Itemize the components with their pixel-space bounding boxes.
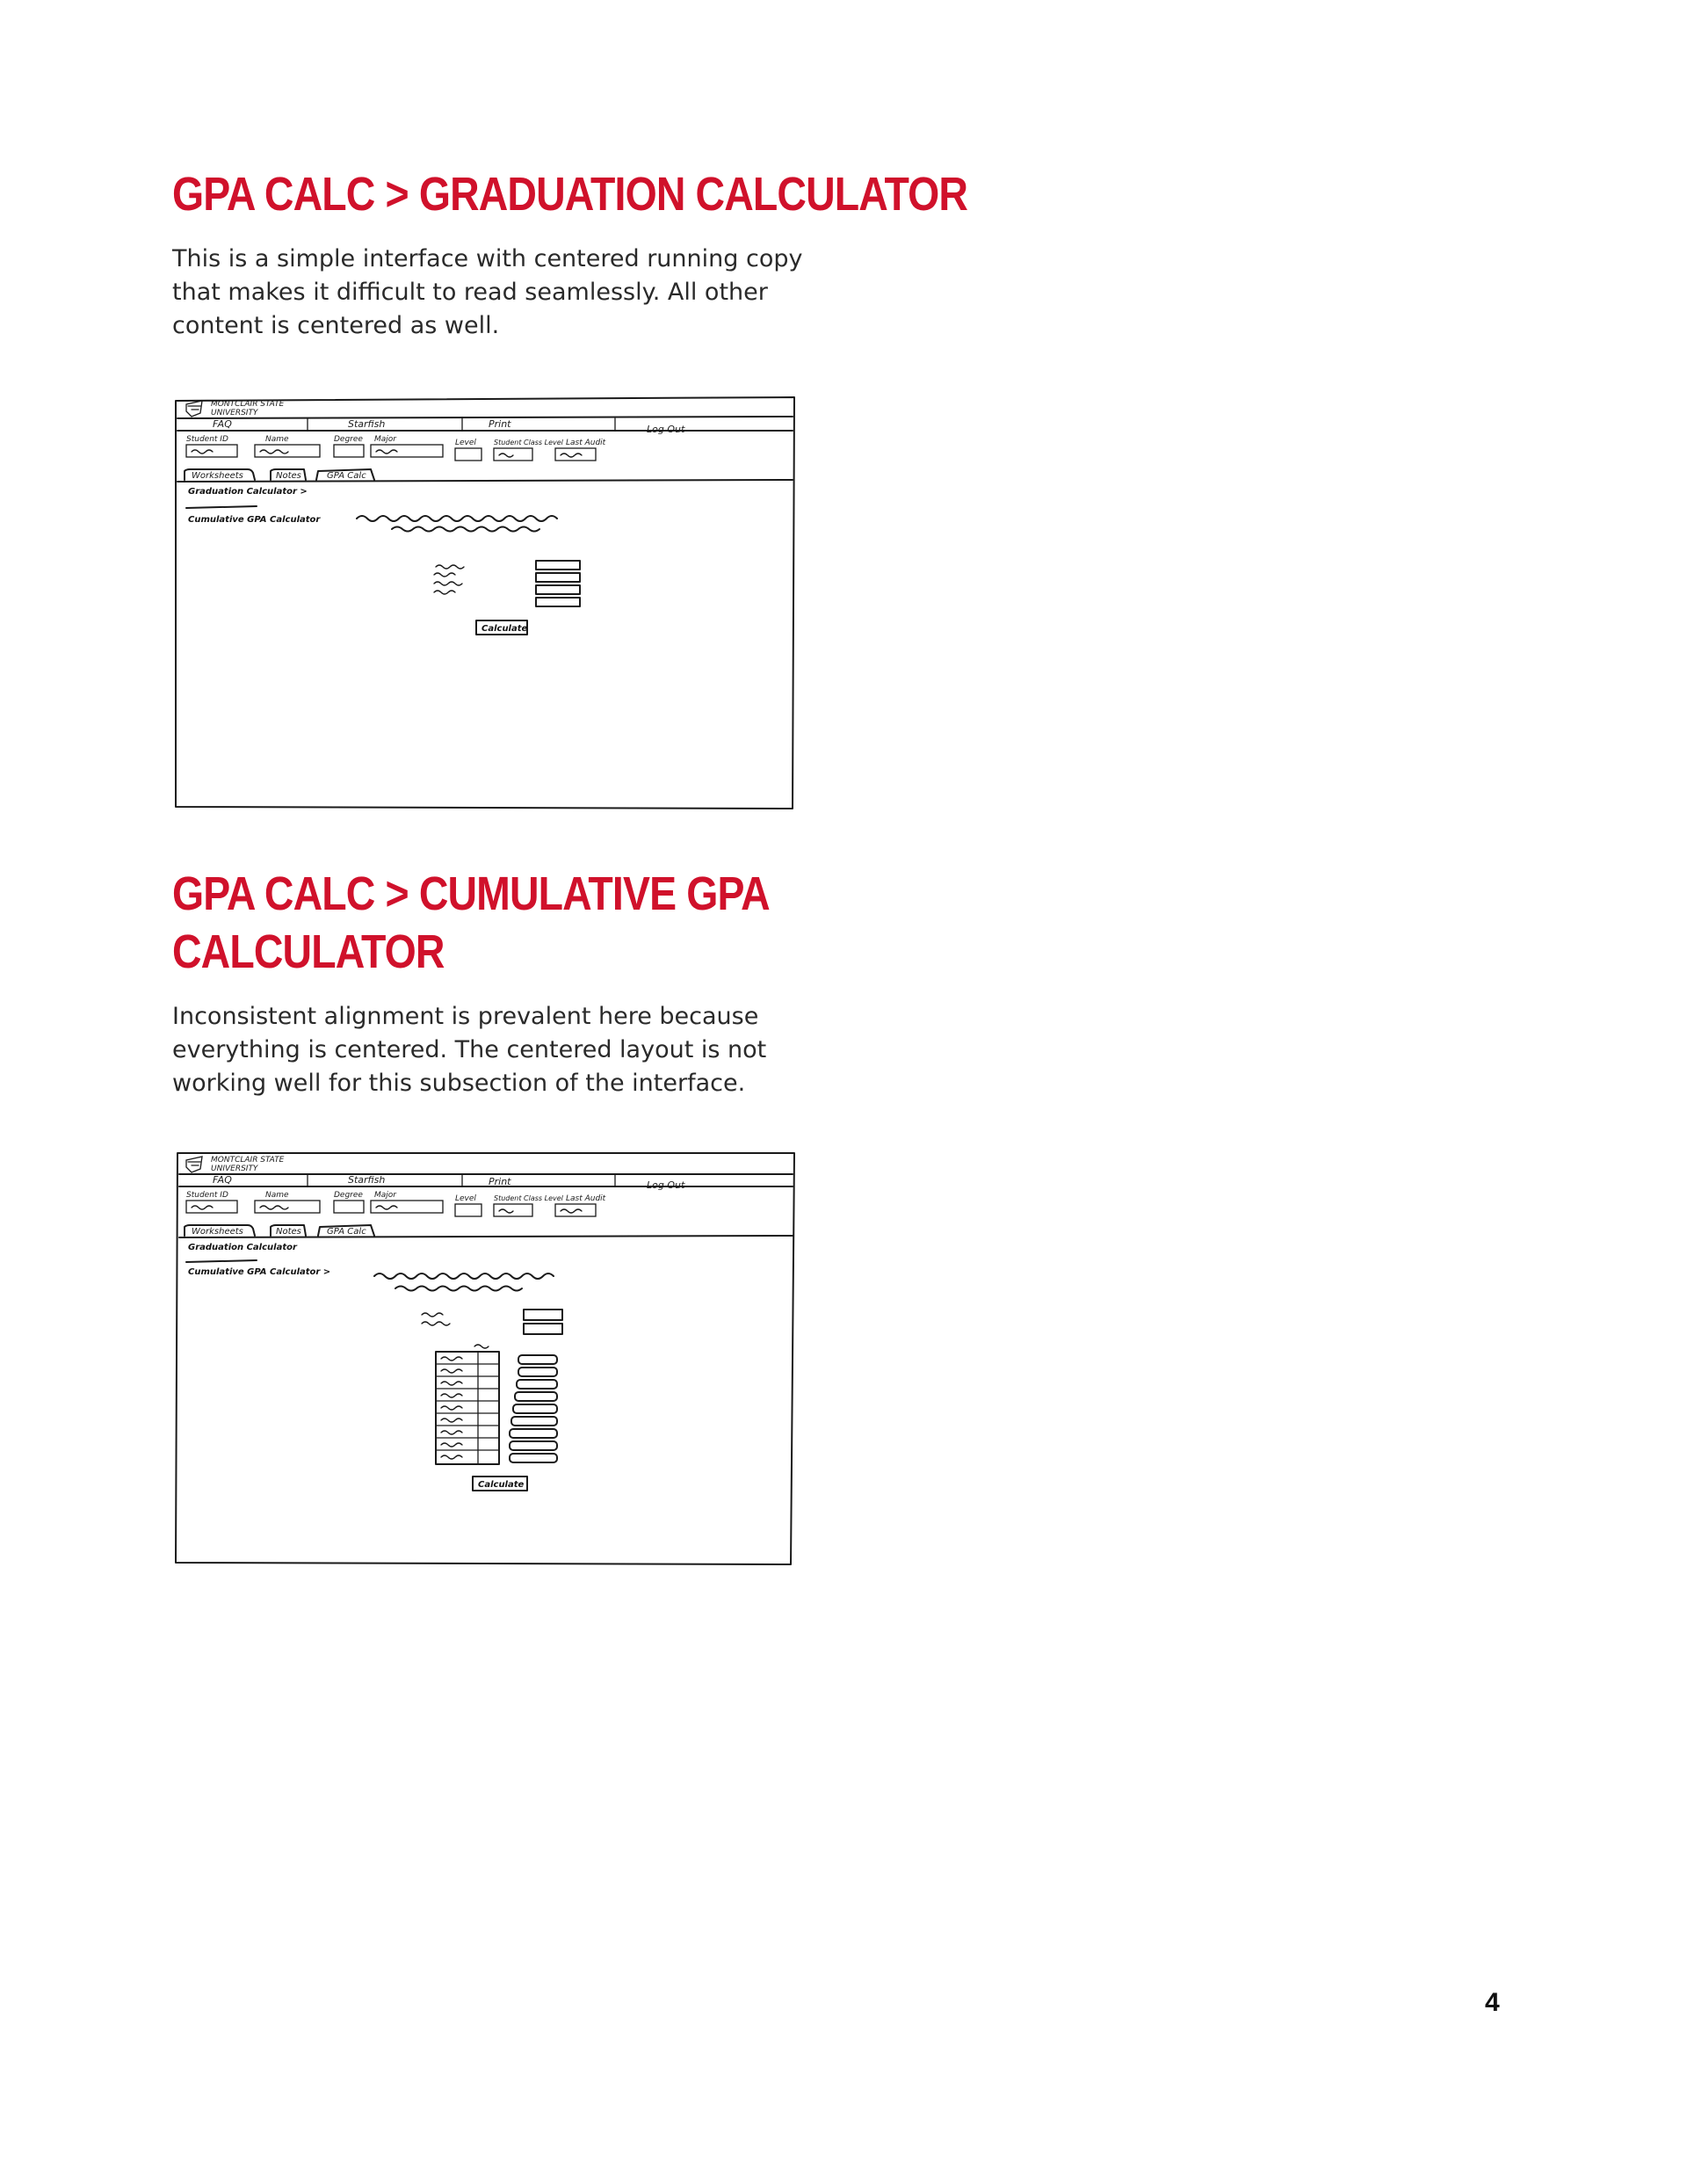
logo-text: UNIVERSITY — [211, 1165, 258, 1173]
field-label: Degree — [334, 435, 363, 444]
course-table — [436, 1352, 499, 1464]
nav-starfish[interactable]: Starfish — [348, 1174, 386, 1186]
tab-notes[interactable]: Notes — [276, 1227, 301, 1237]
university-logo-icon — [186, 1157, 202, 1172]
section2-body-line: Inconsistent alignment is prevalent here because — [172, 1003, 759, 1030]
logo-text: UNIVERSITY — [211, 409, 258, 417]
section1-title: GPA CALC > GRADUATION CALCULATOR — [172, 168, 968, 221]
level-field[interactable] — [455, 448, 481, 461]
gpa-input[interactable] — [524, 1310, 562, 1320]
field-label: Student Class Level — [494, 1194, 563, 1202]
section1-body — [172, 243, 805, 343]
section2-body-line: working well for this subsection of the interface. — [172, 1070, 746, 1097]
nav-print[interactable]: Print — [489, 1176, 511, 1187]
section2-title-line: CALCULATOR — [172, 925, 445, 978]
field-label: Degree — [334, 1191, 363, 1200]
nav-print[interactable]: Print — [489, 418, 511, 430]
grad-input[interactable] — [536, 561, 580, 570]
field-label: Major — [374, 435, 396, 444]
degree-field[interactable] — [334, 1201, 364, 1213]
field-label: Student ID — [186, 1191, 228, 1200]
wireframe-drawing — [172, 1144, 798, 1568]
name-field[interactable] — [255, 445, 320, 457]
field-label: Last Audit — [566, 1194, 606, 1203]
tab-worksheets[interactable]: Worksheets — [192, 1227, 243, 1237]
section2-body-line: everything is centered. The centered layout is not — [172, 1036, 767, 1063]
nav-faq[interactable]: FAQ — [213, 1174, 232, 1186]
level-field[interactable] — [455, 1204, 481, 1216]
wireframe-sketch-cumulative — [172, 1144, 798, 1568]
tab-worksheets[interactable]: Worksheets — [192, 471, 243, 481]
grad-input[interactable] — [536, 598, 580, 606]
sidebar-cumulative-gpa[interactable]: Cumulative GPA Calculator > — [188, 1267, 331, 1277]
university-logo-icon — [186, 401, 202, 417]
calculate-button-label: Calculate — [478, 1480, 525, 1490]
section2-title — [172, 865, 770, 981]
section1-body-line: content is centered as well. — [172, 312, 500, 339]
field-label: Last Audit — [566, 439, 606, 447]
tab-gpa-calc[interactable]: GPA Calc — [327, 471, 366, 481]
nav-faq[interactable]: FAQ — [213, 418, 232, 430]
field-label: Student Class Level — [494, 439, 563, 446]
grad-input[interactable] — [536, 585, 580, 594]
nav-starfish[interactable]: Starfish — [348, 418, 386, 430]
sidebar-graduation-calculator[interactable]: Graduation Calculator — [188, 1243, 297, 1252]
field-label: Level — [455, 1194, 476, 1203]
gpa-input[interactable] — [524, 1324, 562, 1334]
field-label: Student ID — [186, 435, 228, 444]
section1-body-line: This is a simple interface with centered running copy — [172, 245, 803, 272]
section1-body-line: that makes it difficult to read seamlessly. All other — [172, 279, 768, 306]
calculate-button-label: Calculate — [481, 624, 528, 634]
sidebar-graduation-calculator[interactable]: Graduation Calculator > — [188, 487, 308, 497]
tab-notes[interactable]: Notes — [276, 471, 301, 481]
logo-text: MONTCLAIR STATE — [211, 1156, 285, 1165]
field-label: Name — [265, 435, 289, 444]
wireframe-sketch-graduation — [172, 387, 798, 810]
grad-input[interactable] — [536, 573, 580, 582]
page-number: 4 — [1485, 1988, 1500, 2017]
logo-text: MONTCLAIR STATE — [211, 400, 285, 409]
field-label: Name — [265, 1191, 289, 1200]
name-field[interactable] — [255, 1201, 320, 1213]
section2-title-line: GPA CALC > CUMULATIVE GPA — [172, 867, 770, 920]
nav-logout[interactable]: Log Out — [647, 424, 685, 435]
degree-field[interactable] — [334, 445, 364, 457]
field-label: Major — [374, 1191, 396, 1200]
nav-logout[interactable]: Log Out — [647, 1179, 685, 1191]
wireframe-drawing — [172, 387, 798, 810]
grade-dropdowns[interactable] — [510, 1355, 557, 1462]
field-label: Level — [455, 439, 476, 447]
tab-gpa-calc[interactable]: GPA Calc — [327, 1227, 366, 1237]
section2-body — [172, 1000, 805, 1100]
sidebar-cumulative-gpa[interactable]: Cumulative GPA Calculator — [188, 515, 321, 525]
